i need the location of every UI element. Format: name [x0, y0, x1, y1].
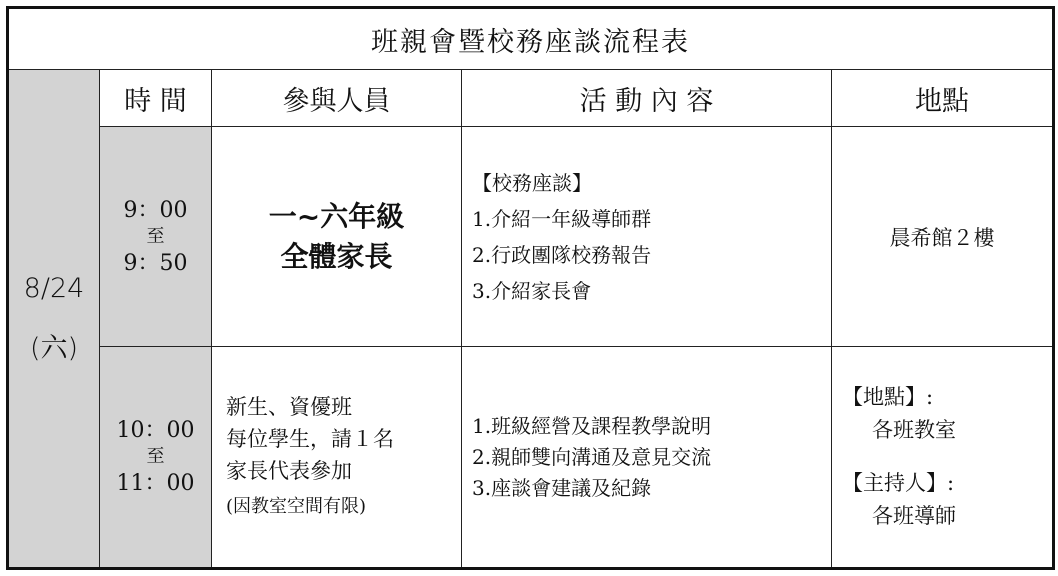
activity-item: 2.親師雙向溝通及意見交流 [472, 444, 712, 469]
header-time: 時 間 [100, 70, 212, 127]
time-to: 至 [146, 446, 165, 467]
activity-item: 2.行政團隊校務報告 [472, 242, 652, 267]
session-1-activities [462, 127, 832, 347]
header-participants: 參與人員 [212, 70, 462, 127]
participants-line: 一~六年級 [268, 199, 405, 233]
participants-line: 新生、資優班 [226, 395, 352, 419]
date-cell [8, 70, 100, 569]
date-weekday: (六) [29, 332, 79, 364]
session-row-1 [8, 127, 1054, 347]
session-1-location: 晨希館２樓 [832, 127, 1054, 347]
time-to: 至 [146, 225, 165, 247]
participants-note: (因教室空間有限) [226, 496, 367, 517]
header-activities: 活 動 內 容 [462, 70, 832, 127]
session-1-participants [212, 127, 462, 347]
session-1-time [100, 127, 212, 347]
host-value: 各班導師 [872, 504, 956, 528]
activity-item: 1.介紹一年級導師群 [472, 206, 652, 231]
session-2-time [100, 347, 212, 569]
schedule-table [6, 6, 1055, 570]
location-value: 各班教室 [872, 418, 956, 442]
session-2-participants [212, 347, 462, 569]
session-row-2 [8, 347, 1054, 569]
location-label: 【地點】: [842, 385, 934, 409]
activity-item: 3.座談會建議及紀錄 [472, 475, 652, 500]
participants-line: 每位學生，請１名 [226, 427, 394, 451]
date-day: 8/24 [23, 272, 85, 304]
time-end: 11：00 [116, 471, 195, 496]
table-title: 班親會暨校務座談流程表 [8, 8, 1054, 70]
activity-item: 3.介紹家長會 [472, 278, 592, 303]
session-2-location [832, 347, 1054, 569]
activity-item: 【校務座談】 [472, 170, 592, 195]
time-start: 10：00 [116, 418, 195, 443]
activity-item: 1.班級經營及課程教學說明 [472, 413, 712, 438]
session-2-activities [462, 347, 832, 569]
header-location: 地點 [832, 70, 1054, 127]
participants-line: 家長代表參加 [226, 459, 352, 483]
time-start: 9：00 [123, 197, 188, 223]
host-label: 【主持人】: [842, 471, 955, 495]
time-end: 9：50 [123, 250, 188, 276]
participants-line: 全體家長 [280, 239, 393, 273]
